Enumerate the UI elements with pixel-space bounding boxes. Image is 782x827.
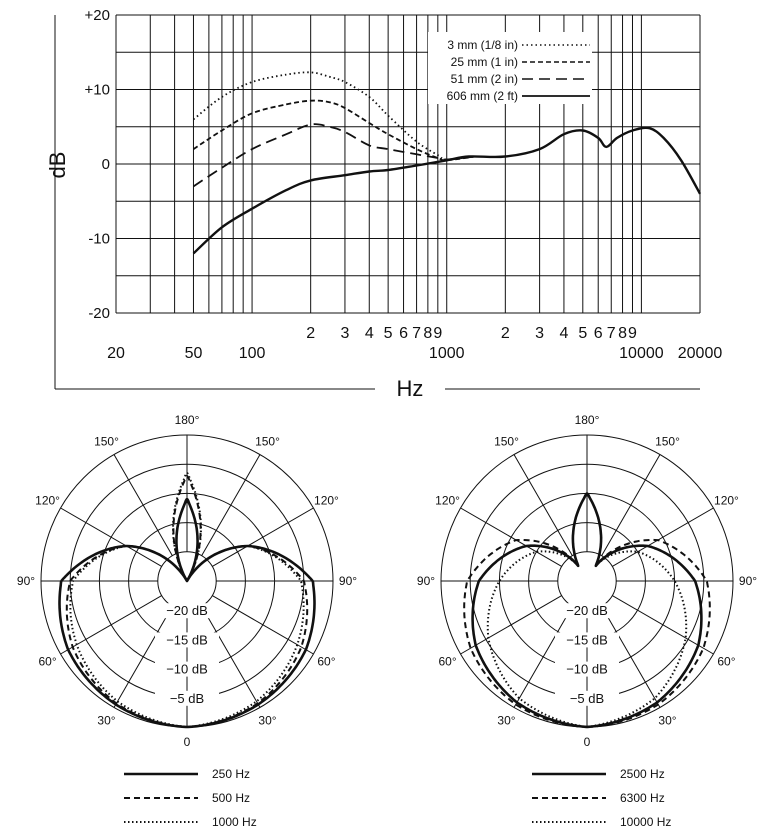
polar-pattern-right	[417, 413, 757, 827]
ring-label: −10 dB	[566, 661, 608, 677]
y-tick-label: -20	[88, 305, 110, 322]
legend-label: 606 mm (2 ft)	[446, 89, 518, 103]
x-tick-label: 5	[578, 325, 588, 342]
angle-label: 180°	[174, 413, 200, 427]
angle-label: 60°	[38, 654, 57, 669]
angle-label: 60°	[717, 654, 736, 669]
x-tick-label: 8	[423, 325, 433, 342]
polar-pattern-left	[17, 413, 357, 827]
polar-legend-label: 250 Hz	[212, 767, 251, 781]
x-tick-label: 10000	[619, 345, 664, 362]
x-tick-label: 9	[628, 325, 637, 342]
angle-label: 120°	[314, 493, 339, 508]
polar-legend-label: 2500 Hz	[620, 767, 665, 781]
y-tick-label: +10	[84, 81, 110, 99]
x-tick-label: 7	[606, 325, 616, 342]
polar-legend-label: 1000 Hz	[212, 815, 257, 827]
frequency-response-chart	[45, 7, 722, 401]
x-tick-label: 6	[593, 325, 603, 342]
x-tick-label: 3	[535, 325, 545, 342]
ring-label: −15 dB	[166, 632, 208, 648]
angle-label: 150°	[255, 434, 280, 449]
angle-label: 30°	[97, 713, 116, 728]
polar-spoke	[612, 508, 713, 566]
freq-grid	[116, 15, 700, 313]
angle-label: 90°	[416, 574, 436, 588]
polar-spoke	[212, 508, 313, 566]
polar-ring	[558, 552, 616, 610]
angle-label: 120°	[435, 493, 460, 508]
legend-label: 51 mm (2 in)	[450, 72, 518, 86]
polar-legend-label: 6300 Hz	[620, 791, 665, 805]
y-tick-label: 0	[101, 156, 110, 173]
x-tick-label: 100	[238, 345, 266, 362]
legend-label: 25 mm (1 in)	[450, 55, 518, 69]
x-tick-label: 1000	[428, 345, 465, 362]
x-tick-label: 50	[184, 345, 203, 362]
x-tick-label: 20000	[677, 345, 723, 362]
angle-label: 0	[183, 735, 191, 749]
angle-label: 30°	[258, 713, 277, 728]
polar-legend-label: 10000 Hz	[620, 815, 672, 827]
polar-spoke	[602, 455, 660, 556]
y-tick-label: -10	[88, 230, 110, 248]
y-tick-label: +20	[84, 7, 110, 24]
x-tick-label: 4	[559, 325, 569, 342]
angle-label: 150°	[494, 434, 519, 449]
angle-label: 30°	[497, 713, 516, 728]
angle-label: 150°	[655, 434, 680, 449]
x-tick-label: 7	[412, 325, 422, 342]
polar-spoke	[61, 508, 162, 566]
angle-label: 60°	[438, 654, 457, 669]
legend-label: 3 mm (1/8 in)	[447, 38, 518, 52]
angle-label: 0	[583, 735, 591, 749]
x-tick-label: 2	[500, 325, 510, 342]
ring-label: −20 dB	[566, 603, 608, 619]
x-tick-label: 5	[383, 325, 393, 342]
angle-label: 150°	[94, 434, 119, 449]
angle-label: 60°	[317, 654, 336, 669]
x-axis-title: Hz	[396, 376, 424, 401]
polar-spoke	[61, 596, 162, 654]
angle-label: 90°	[738, 574, 758, 588]
angle-label: 120°	[35, 493, 60, 508]
x-tick-label: 6	[399, 325, 408, 342]
angle-label: 90°	[338, 574, 358, 588]
y-axis-title: dB	[45, 151, 70, 179]
freq-series-line	[194, 101, 476, 161]
x-tick-label: 8	[618, 325, 627, 342]
x-tick-label: 2	[306, 325, 316, 342]
angle-label: 30°	[658, 713, 677, 728]
angle-label: 120°	[714, 493, 739, 508]
ring-label: −5 dB	[169, 690, 205, 706]
angle-label: 90°	[16, 574, 36, 588]
polar-legend-label: 500 Hz	[212, 791, 251, 805]
polar-spoke	[212, 596, 313, 654]
freq-axis-frame	[55, 15, 700, 389]
angle-label: 180°	[574, 413, 600, 427]
freq-legend	[428, 32, 592, 104]
x-tick-label: 4	[364, 325, 374, 342]
ring-label: −10 dB	[166, 661, 208, 677]
ring-label: −5 dB	[569, 690, 605, 706]
polar-spoke	[514, 455, 572, 556]
x-tick-label: 20	[107, 345, 125, 362]
ring-label: −15 dB	[566, 632, 608, 648]
x-tick-label: 9	[433, 325, 443, 342]
ring-label: −20 dB	[166, 603, 208, 619]
polar-spoke	[202, 455, 260, 556]
polar-spoke	[461, 508, 562, 566]
x-tick-label: 3	[340, 325, 350, 342]
polar-spoke	[114, 455, 172, 556]
